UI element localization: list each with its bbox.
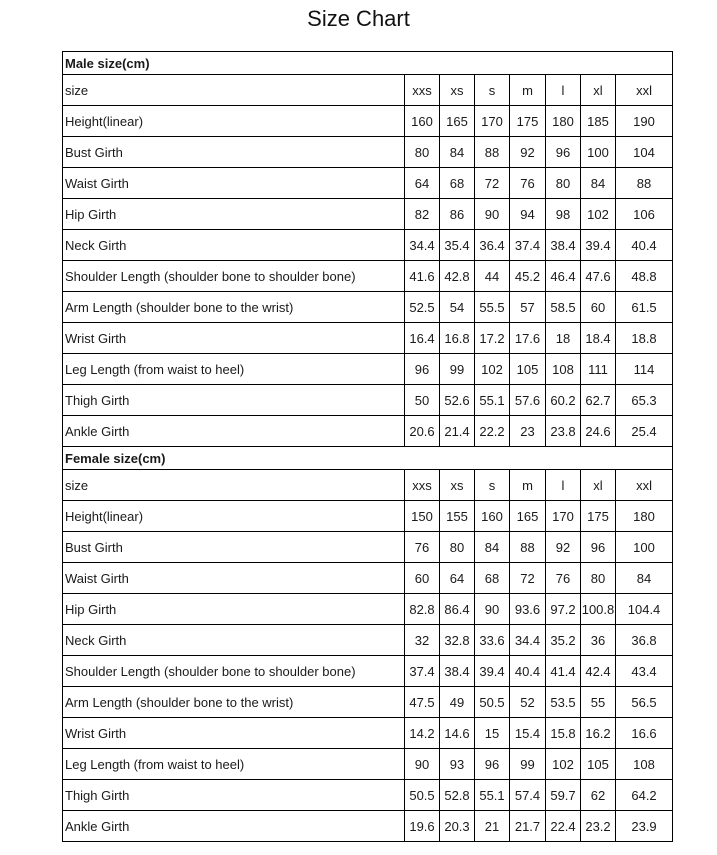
table-row <box>63 625 673 656</box>
value-cell: 160 <box>405 106 440 137</box>
value-cell: 39.4 <box>581 230 616 261</box>
table-row <box>63 354 673 385</box>
table-row <box>63 385 673 416</box>
value-cell: l <box>546 470 581 501</box>
value-cell: 88 <box>616 168 673 199</box>
row-label: Shoulder Length (shoulder bone to shoulder bone) <box>63 261 405 292</box>
value-cell: 41.4 <box>546 656 581 687</box>
value-cell: l <box>546 75 581 106</box>
value-cell: 19.6 <box>405 811 440 842</box>
value-cell: 34.4 <box>405 230 440 261</box>
value-cell: m <box>510 470 546 501</box>
value-cell: s <box>475 470 510 501</box>
row-label: Hip Girth <box>63 594 405 625</box>
value-cell: 102 <box>475 354 510 385</box>
value-cell: 68 <box>440 168 475 199</box>
table-row <box>63 199 673 230</box>
section-header-row <box>63 52 673 75</box>
value-cell: 52.6 <box>440 385 475 416</box>
value-cell: 20.3 <box>440 811 475 842</box>
value-cell: 23 <box>510 416 546 447</box>
value-cell: 64.2 <box>616 780 673 811</box>
value-cell: 16.4 <box>405 323 440 354</box>
value-cell: 170 <box>475 106 510 137</box>
value-cell: 52.5 <box>405 292 440 323</box>
value-cell: 50.5 <box>405 780 440 811</box>
table-row <box>63 687 673 718</box>
row-label: Height(linear) <box>63 501 405 532</box>
value-cell: 114 <box>616 354 673 385</box>
table-row <box>63 261 673 292</box>
value-cell: 32.8 <box>440 625 475 656</box>
table-row <box>63 780 673 811</box>
row-label: Neck Girth <box>63 230 405 261</box>
value-cell: 23.2 <box>581 811 616 842</box>
value-cell: 41.6 <box>405 261 440 292</box>
value-cell: 38.4 <box>546 230 581 261</box>
value-cell: 21 <box>475 811 510 842</box>
size-chart-table <box>62 51 673 842</box>
row-label: Arm Length (shoulder bone to the wrist) <box>63 292 405 323</box>
value-cell: 42.8 <box>440 261 475 292</box>
row-label: size <box>63 470 405 501</box>
value-cell: 96 <box>546 137 581 168</box>
value-cell: 108 <box>616 749 673 780</box>
value-cell: xs <box>440 470 475 501</box>
value-cell: 16.8 <box>440 323 475 354</box>
value-cell: 80 <box>546 168 581 199</box>
row-label: Shoulder Length (shoulder bone to shoulder bone) <box>63 656 405 687</box>
value-cell: 58.5 <box>546 292 581 323</box>
value-cell: 34.4 <box>510 625 546 656</box>
value-cell: 155 <box>440 501 475 532</box>
value-cell: 55 <box>581 687 616 718</box>
row-label: Waist Girth <box>63 168 405 199</box>
value-cell: 59.7 <box>546 780 581 811</box>
value-cell: 64 <box>405 168 440 199</box>
value-cell: 14.2 <box>405 718 440 749</box>
value-cell: 84 <box>475 532 510 563</box>
row-label: Bust Girth <box>63 532 405 563</box>
value-cell: 52.8 <box>440 780 475 811</box>
value-cell: 84 <box>440 137 475 168</box>
value-cell: 160 <box>475 501 510 532</box>
value-cell: 47.6 <box>581 261 616 292</box>
value-cell: 57.6 <box>510 385 546 416</box>
value-cell: xl <box>581 470 616 501</box>
value-cell: 105 <box>581 749 616 780</box>
row-label: Thigh Girth <box>63 780 405 811</box>
row-label: size <box>63 75 405 106</box>
value-cell: 92 <box>546 532 581 563</box>
value-cell: 35.2 <box>546 625 581 656</box>
value-cell: 47.5 <box>405 687 440 718</box>
value-cell: 49 <box>440 687 475 718</box>
row-label: Thigh Girth <box>63 385 405 416</box>
value-cell: 102 <box>546 749 581 780</box>
value-cell: 93 <box>440 749 475 780</box>
value-cell: 72 <box>475 168 510 199</box>
table-row <box>63 532 673 563</box>
value-cell: 64 <box>440 563 475 594</box>
value-cell: 82 <box>405 199 440 230</box>
row-label: Hip Girth <box>63 199 405 230</box>
value-cell: 68 <box>475 563 510 594</box>
row-label: Leg Length (from waist to heel) <box>63 749 405 780</box>
value-cell: 88 <box>475 137 510 168</box>
value-cell: xxl <box>616 75 673 106</box>
value-cell: 55.1 <box>475 385 510 416</box>
table-row <box>63 230 673 261</box>
value-cell: 104 <box>616 137 673 168</box>
value-cell: 76 <box>510 168 546 199</box>
value-cell: 45.2 <box>510 261 546 292</box>
value-cell: 99 <box>440 354 475 385</box>
value-cell: s <box>475 75 510 106</box>
value-cell: 48.8 <box>616 261 673 292</box>
value-cell: 16.6 <box>616 718 673 749</box>
value-cell: 62.7 <box>581 385 616 416</box>
row-label: Wrist Girth <box>63 323 405 354</box>
value-cell: 44 <box>475 261 510 292</box>
value-cell: 60 <box>581 292 616 323</box>
value-cell: 18.4 <box>581 323 616 354</box>
table-row <box>63 749 673 780</box>
value-cell: 80 <box>581 563 616 594</box>
value-cell: 18.8 <box>616 323 673 354</box>
value-cell: 15.4 <box>510 718 546 749</box>
row-label: Leg Length (from waist to heel) <box>63 354 405 385</box>
row-label: Ankle Girth <box>63 416 405 447</box>
value-cell: 84 <box>616 563 673 594</box>
value-cell: 92 <box>510 137 546 168</box>
table-row <box>63 811 673 842</box>
value-cell: 60.2 <box>546 385 581 416</box>
value-cell: 46.4 <box>546 261 581 292</box>
value-cell: 14.6 <box>440 718 475 749</box>
value-cell: 35.4 <box>440 230 475 261</box>
value-cell: 57.4 <box>510 780 546 811</box>
value-cell: 36 <box>581 625 616 656</box>
value-cell: 17.2 <box>475 323 510 354</box>
value-cell: 25.4 <box>616 416 673 447</box>
value-cell: 76 <box>405 532 440 563</box>
value-cell: 90 <box>475 199 510 230</box>
row-label: Arm Length (shoulder bone to the wrist) <box>63 687 405 718</box>
value-cell: 36.4 <box>475 230 510 261</box>
value-cell: m <box>510 75 546 106</box>
value-cell: 57 <box>510 292 546 323</box>
value-cell: 36.8 <box>616 625 673 656</box>
value-cell: 180 <box>546 106 581 137</box>
table-row <box>63 563 673 594</box>
value-cell: 56.5 <box>616 687 673 718</box>
table-row <box>63 137 673 168</box>
table-row <box>63 75 673 106</box>
row-label: Waist Girth <box>63 563 405 594</box>
value-cell: 22.2 <box>475 416 510 447</box>
value-cell: 16.2 <box>581 718 616 749</box>
value-cell: 42.4 <box>581 656 616 687</box>
value-cell: 100.8 <box>581 594 616 625</box>
value-cell: 55.1 <box>475 780 510 811</box>
value-cell: 80 <box>405 137 440 168</box>
value-cell: 18 <box>546 323 581 354</box>
value-cell: 97.2 <box>546 594 581 625</box>
value-cell: 190 <box>616 106 673 137</box>
value-cell: 102 <box>581 199 616 230</box>
value-cell: 65.3 <box>616 385 673 416</box>
table-row <box>63 292 673 323</box>
value-cell: 54 <box>440 292 475 323</box>
value-cell: 39.4 <box>475 656 510 687</box>
value-cell: 23.9 <box>616 811 673 842</box>
row-label: Bust Girth <box>63 137 405 168</box>
value-cell: 37.4 <box>510 230 546 261</box>
value-cell: 40.4 <box>510 656 546 687</box>
value-cell: 43.4 <box>616 656 673 687</box>
table-row <box>63 416 673 447</box>
value-cell: 24.6 <box>581 416 616 447</box>
value-cell: 108 <box>546 354 581 385</box>
page-title: Size Chart <box>307 6 410 31</box>
value-cell: 84 <box>581 168 616 199</box>
table-row <box>63 656 673 687</box>
table-row <box>63 718 673 749</box>
value-cell: 86 <box>440 199 475 230</box>
value-cell: 15 <box>475 718 510 749</box>
value-cell: 93.6 <box>510 594 546 625</box>
value-cell: 21.7 <box>510 811 546 842</box>
section-header-row <box>63 447 673 470</box>
value-cell: 53.5 <box>546 687 581 718</box>
value-cell: 60 <box>405 563 440 594</box>
row-label: Wrist Girth <box>63 718 405 749</box>
value-cell: 185 <box>581 106 616 137</box>
value-cell: 33.6 <box>475 625 510 656</box>
value-cell: 62 <box>581 780 616 811</box>
value-cell: 111 <box>581 354 616 385</box>
row-label: Neck Girth <box>63 625 405 656</box>
value-cell: 104.4 <box>616 594 673 625</box>
value-cell: 90 <box>475 594 510 625</box>
size-table-body <box>63 52 673 842</box>
value-cell: 96 <box>581 532 616 563</box>
value-cell: 40.4 <box>616 230 673 261</box>
value-cell: 72 <box>510 563 546 594</box>
value-cell: 82.8 <box>405 594 440 625</box>
value-cell: xs <box>440 75 475 106</box>
value-cell: 61.5 <box>616 292 673 323</box>
value-cell: 170 <box>546 501 581 532</box>
value-cell: xxs <box>405 470 440 501</box>
value-cell: 99 <box>510 749 546 780</box>
value-cell: 86.4 <box>440 594 475 625</box>
value-cell: 50 <box>405 385 440 416</box>
value-cell: 100 <box>616 532 673 563</box>
value-cell: 52 <box>510 687 546 718</box>
value-cell: 32 <box>405 625 440 656</box>
table-row <box>63 106 673 137</box>
value-cell: 37.4 <box>405 656 440 687</box>
value-cell: 180 <box>616 501 673 532</box>
value-cell: 20.6 <box>405 416 440 447</box>
value-cell: 105 <box>510 354 546 385</box>
value-cell: 76 <box>546 563 581 594</box>
value-cell: 175 <box>581 501 616 532</box>
value-cell: 94 <box>510 199 546 230</box>
value-cell: 17.6 <box>510 323 546 354</box>
value-cell: xl <box>581 75 616 106</box>
value-cell: 106 <box>616 199 673 230</box>
value-cell: 175 <box>510 106 546 137</box>
value-cell: 88 <box>510 532 546 563</box>
value-cell: 50.5 <box>475 687 510 718</box>
table-row <box>63 501 673 532</box>
row-label: Height(linear) <box>63 106 405 137</box>
value-cell: 98 <box>546 199 581 230</box>
value-cell: 100 <box>581 137 616 168</box>
section-header: Male size(cm) <box>63 52 673 75</box>
value-cell: 80 <box>440 532 475 563</box>
value-cell: xxl <box>616 470 673 501</box>
value-cell: 23.8 <box>546 416 581 447</box>
value-cell: 90 <box>405 749 440 780</box>
value-cell: 22.4 <box>546 811 581 842</box>
value-cell: 165 <box>440 106 475 137</box>
table-row <box>63 323 673 354</box>
value-cell: 96 <box>475 749 510 780</box>
value-cell: 21.4 <box>440 416 475 447</box>
value-cell: 38.4 <box>440 656 475 687</box>
value-cell: 55.5 <box>475 292 510 323</box>
section-header: Female size(cm) <box>63 447 673 470</box>
value-cell: 15.8 <box>546 718 581 749</box>
table-row <box>63 168 673 199</box>
value-cell: xxs <box>405 75 440 106</box>
value-cell: 96 <box>405 354 440 385</box>
row-label: Ankle Girth <box>63 811 405 842</box>
table-row <box>63 470 673 501</box>
table-row <box>63 594 673 625</box>
value-cell: 150 <box>405 501 440 532</box>
value-cell: 165 <box>510 501 546 532</box>
